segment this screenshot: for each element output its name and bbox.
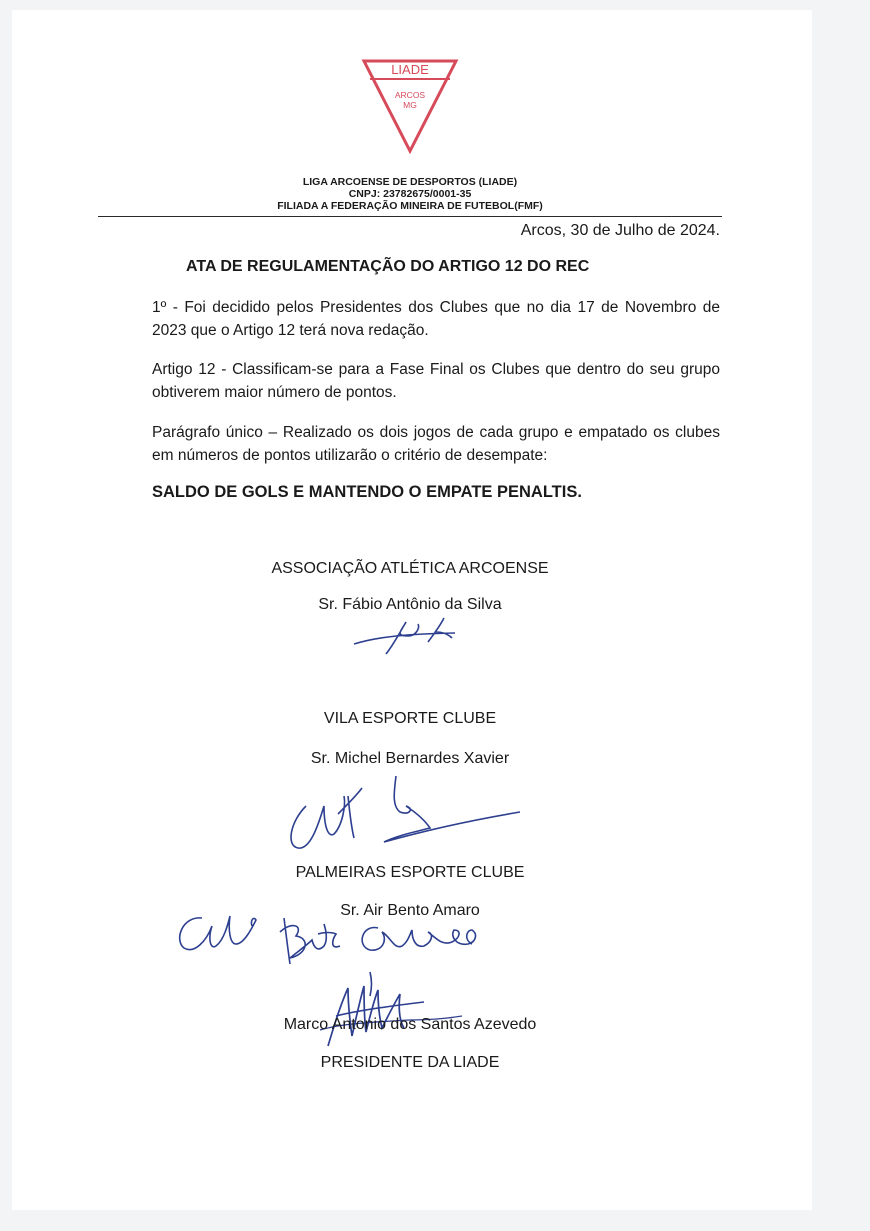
header-divider (98, 216, 722, 217)
logo-city: ARCOS (394, 90, 426, 100)
president-name: Marco Antonio dos Santos Azevedo (283, 1016, 537, 1033)
signature-1 (350, 614, 470, 660)
signatory-club-3: PALMEIRAS ESPORTE CLUBE (295, 864, 525, 881)
president-role: PRESIDENTE DA LIADE (320, 1054, 500, 1071)
signatory-name-3: Sr. Air Bento Amaro (340, 902, 480, 919)
document-date: Arcos, 30 de Julho de 2024. (520, 222, 720, 239)
signatory-name-1: Sr. Fábio Antônio da Silva (318, 596, 502, 613)
paragraph-decision: 1º - Foi decidido pelos Presidentes dos Clubes que no dia 17 de Novembro de 2023 que o Artigo 12 terá nova redação. (152, 299, 720, 339)
document-title: ATA DE REGULAMENTAÇÃO DO ARTIGO 12 DO REC (186, 258, 590, 275)
signatory-club-2: VILA ESPORTE CLUBE (323, 710, 497, 727)
letterhead-org-name: LIGA ARCOENSE DE DESPORTOS (LIADE) (302, 176, 518, 188)
paragraph-sole: Parágrafo único – Realizado os dois jogos de cada grupo e empatado os clubes em números de pontos utilizarão o critério de desempate: (152, 424, 720, 464)
logo-text: LIADE (391, 62, 429, 77)
signature-president (300, 966, 470, 1056)
logo-state: MG (403, 100, 417, 110)
tiebreak-criterion: SALDO DE GOLS E MANTENDO O EMPATE PENALTIS. (152, 483, 582, 501)
signatory-name-2: Sr. Michel Bernardes Xavier (310, 750, 510, 767)
paragraph-article-12: Artigo 12 - Classificam-se para a Fase Final os Clubes que dentro do seu grupo obtiverem maior número de pontos. (152, 361, 720, 401)
signatory-club-1: ASSOCIAÇÃO ATLÉTICA ARCOENSE (271, 560, 549, 577)
letterhead-cnpj: CNPJ: 23782675/0001-35 (348, 188, 472, 200)
letterhead (200, 176, 620, 212)
letterhead-affiliation: FILIADA A FEDERAÇÃO MINEIRA DE FUTEBOL(FMF) (277, 200, 543, 212)
liade-logo (361, 58, 459, 154)
signature-2 (284, 766, 524, 858)
